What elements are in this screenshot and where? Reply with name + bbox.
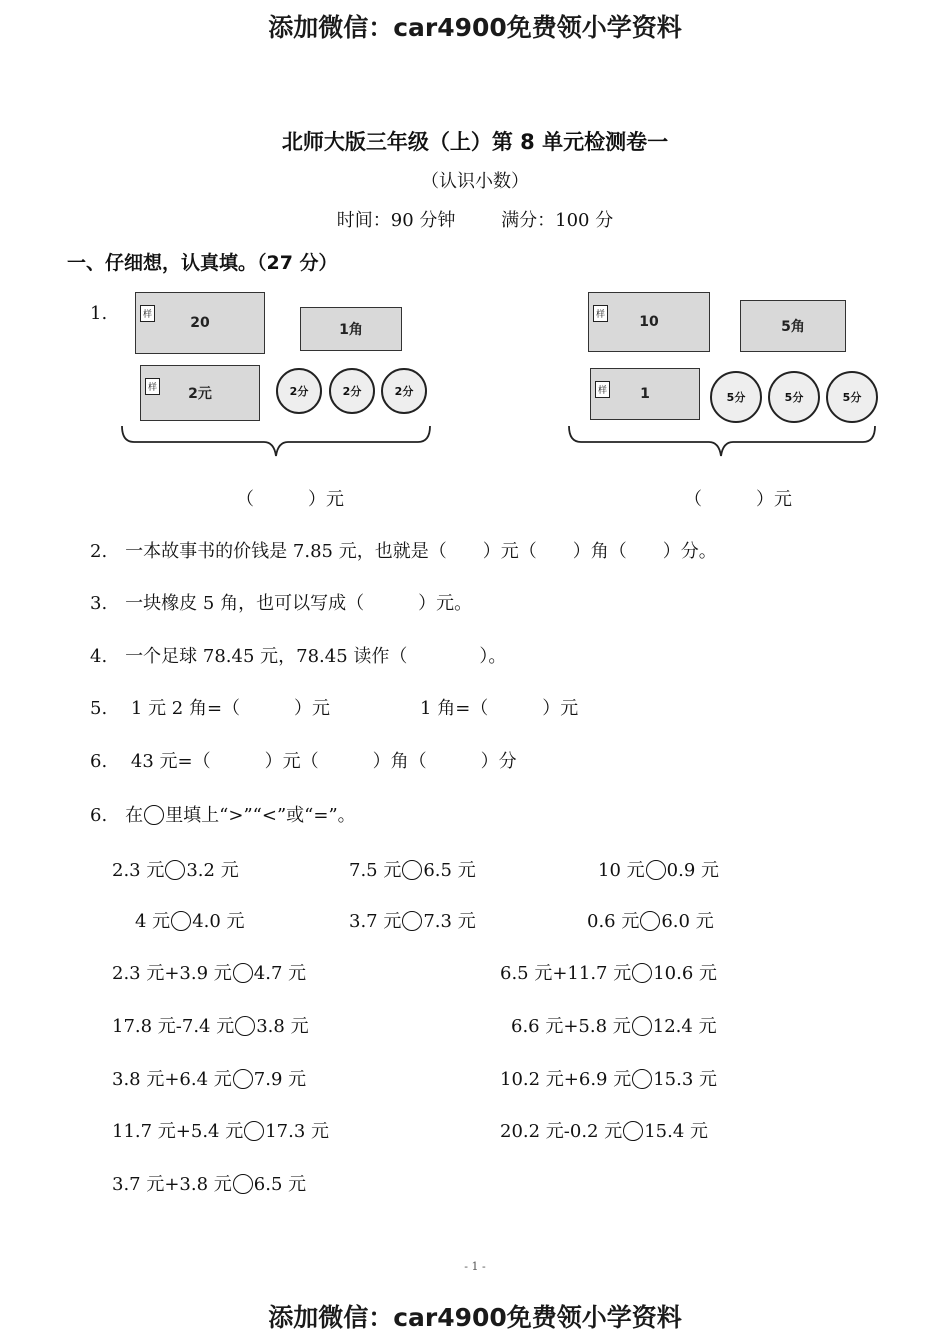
- compare-item: 4 元 4.0 元: [135, 911, 245, 932]
- full-score: 满分：100 分: [501, 210, 614, 231]
- page-number: - 1 -: [464, 1260, 486, 1273]
- coin-image: [826, 371, 878, 423]
- banknote-image: [300, 307, 402, 351]
- compare-item: 10.2 元+6.9 元 15.3 元: [500, 1069, 718, 1090]
- question-4: 4. 一个足球 78.45 元，78.45 读作（ ）。: [90, 646, 507, 667]
- compare-item: 2.3 元+3.9 元 4.7 元: [112, 963, 307, 984]
- banknote-image: [740, 300, 846, 352]
- page-subtitle: （认识小数）: [421, 171, 529, 192]
- page-title: 北师大版三年级（上）第 8 单元检测卷一: [281, 130, 669, 154]
- compare-circle[interactable]: [235, 1016, 255, 1036]
- banknote-denomination: 1: [640, 386, 650, 402]
- coin-value: 2分: [394, 384, 414, 398]
- compare-item: 0.6 元 6.0 元: [587, 911, 714, 932]
- question-2: 2. 一本故事书的价钱是 7.85 元，也就是（ ）元（ ）角（ ）分。: [90, 541, 717, 562]
- compare-circle[interactable]: [402, 911, 422, 931]
- sample-stamp: 样: [140, 305, 155, 322]
- banknote-image: [590, 368, 700, 420]
- banknote-denomination: 1角: [339, 322, 363, 338]
- top-banner: 添加微信：car4900免费领小学资料: [268, 13, 682, 42]
- q1-right-answer: （ ）元: [684, 489, 792, 510]
- q1-left-answer: （ ）元: [236, 489, 344, 510]
- compare-circle[interactable]: [233, 963, 253, 983]
- coin-image: [381, 368, 427, 414]
- banknote-denomination: 5角: [781, 319, 805, 335]
- coin-value: 5分: [842, 390, 862, 404]
- compare-circle[interactable]: [640, 911, 660, 931]
- compare-item: 3.8 元+6.4 元 7.9 元: [112, 1069, 307, 1090]
- compare-item: 7.5 元 6.5 元: [349, 860, 476, 881]
- question-5: 5. 1 元 2 角=（ ）元 1 角=（ ）元: [90, 698, 579, 719]
- compare-circle[interactable]: [171, 911, 191, 931]
- banknote-denomination: 2元: [188, 386, 212, 402]
- coin-image: [329, 368, 375, 414]
- section-heading: 一、仔细想，认真填。（27 分）: [67, 252, 338, 274]
- question-6: 6. 43 元=（ ）元（ ）角（ ）分: [90, 751, 517, 772]
- banknote-denomination: 20: [190, 315, 210, 331]
- compare-circle[interactable]: [632, 1069, 652, 1089]
- coin-value: 2分: [342, 384, 362, 398]
- q6b-suffix: 里填上“>”“<”或“=”。: [165, 805, 356, 826]
- compare-circle[interactable]: [632, 1016, 652, 1036]
- compare-item: 6.6 元+5.8 元 12.4 元: [511, 1016, 717, 1037]
- time-score-line: [0, 206, 950, 232]
- q6b-prefix: 6. 在: [90, 805, 144, 826]
- coin-value: 5分: [726, 390, 746, 404]
- compare-item: 3.7 元 7.3 元: [349, 911, 476, 932]
- compare-item: 20.2 元-0.2 元 15.4 元: [500, 1121, 709, 1142]
- compare-item: 6.5 元+11.7 元 10.6 元: [500, 963, 718, 984]
- sample-stamp: 样: [145, 378, 160, 395]
- coin-image: [710, 371, 762, 423]
- banknote-denomination: 10: [639, 314, 659, 330]
- question-6b: [90, 801, 356, 827]
- compare-circle[interactable]: [233, 1174, 253, 1194]
- coin-value: 2分: [289, 384, 309, 398]
- compare-circle[interactable]: [244, 1121, 264, 1141]
- compare-circle[interactable]: [632, 963, 652, 983]
- banknote-image: [135, 292, 265, 354]
- coin-image: [276, 368, 322, 414]
- coin-value: 5分: [784, 390, 804, 404]
- compare-circle[interactable]: [646, 860, 666, 880]
- q1-number: 1.: [90, 303, 108, 324]
- left-brace: [118, 422, 434, 462]
- banknote-image: [140, 365, 260, 421]
- compare-circle[interactable]: [623, 1121, 643, 1141]
- compare-item: 10 元 0.9 元: [598, 860, 719, 881]
- compare-item: 11.7 元+5.4 元 17.3 元: [112, 1121, 330, 1142]
- compare-item: 2.3 元 3.2 元: [112, 860, 239, 881]
- compare-circle[interactable]: [233, 1069, 253, 1089]
- compare-circle[interactable]: [165, 860, 185, 880]
- time-limit: 时间：90 分钟: [336, 210, 456, 231]
- question-3: 3. 一块橡皮 5 角，也可以写成（ ）元。: [90, 593, 473, 614]
- compare-circle[interactable]: [402, 860, 422, 880]
- compare-item: 17.8 元-7.4 元 3.8 元: [112, 1016, 309, 1037]
- circle-icon: [144, 805, 164, 825]
- banknote-image: [588, 292, 710, 352]
- sample-stamp: 样: [595, 381, 610, 398]
- coin-image: [768, 371, 820, 423]
- bottom-banner: 添加微信：car4900免费领小学资料: [268, 1303, 682, 1332]
- sample-stamp: 样: [593, 305, 608, 322]
- compare-item: 3.7 元+3.8 元 6.5 元: [112, 1174, 307, 1195]
- right-brace: [565, 422, 879, 462]
